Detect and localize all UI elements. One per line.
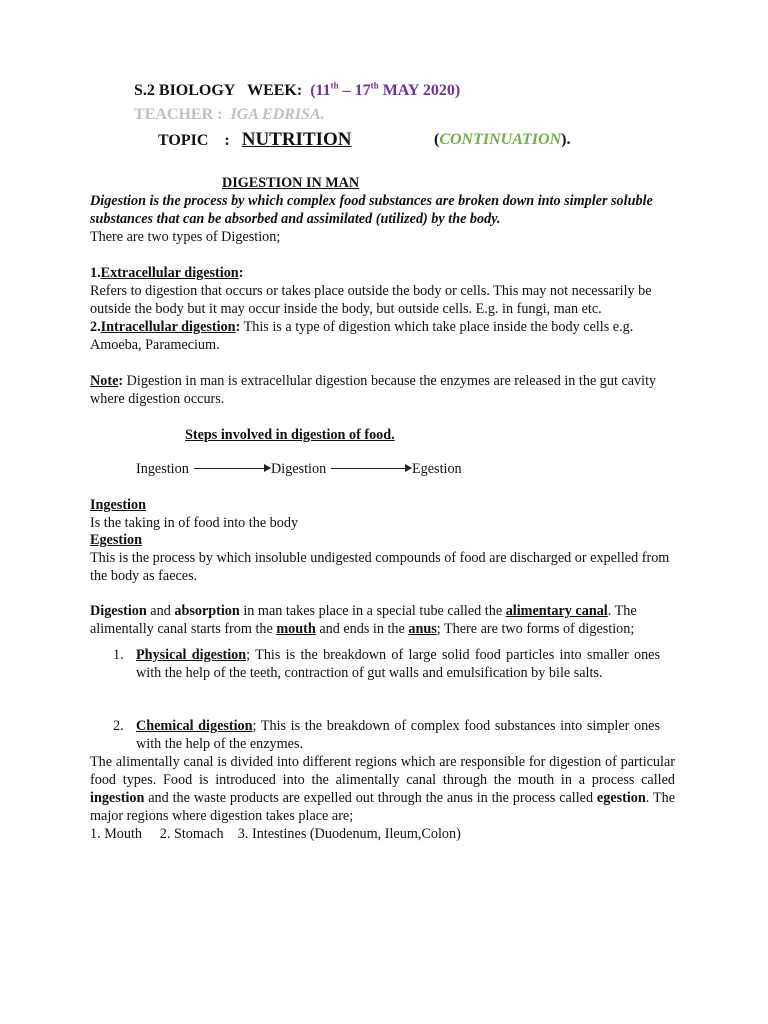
course-title: S.2 BIOLOGY: [134, 82, 236, 99]
note-paragraph: Note: Digestion in man is extracellular digestion because the enzymes are released in the gut cavity where digestion occurs.: [90, 373, 657, 407]
extracellular-text: Refers to digestion that occurs or takes place outside the body or cells. This may not necessarily be outside the body but it may occur inside the body, but outside cells. E.g. in fungi, man etc.: [90, 283, 652, 317]
egestion-heading: Egestion: [90, 532, 143, 548]
arrow-right-icon: [194, 468, 270, 469]
list-item-number: 2.: [113, 718, 124, 734]
week-range: (11th – 17th MAY 2020): [310, 80, 461, 99]
alimentary-paragraph: Digestion and absorption in man takes place in a special tube called the alimentary canal. The alimentally canal starts from the mouth and ends in the anus; There are two forms of digestion;: [90, 603, 637, 637]
regions-list: 1. Mouth 2. Stomach 3. Intestines (Duodenum, Ileum,Colon): [90, 826, 461, 842]
step-digestion: Digestion: [271, 461, 327, 477]
steps-title: Steps involved in digestion of food.: [185, 427, 395, 443]
arrow-right-icon: [331, 468, 411, 469]
types-intro: There are two types of Digestion;: [90, 229, 281, 245]
header-course-line: [134, 82, 460, 100]
topic-label: TOPIC: [158, 132, 209, 149]
topic-colon: :: [224, 132, 230, 149]
extracellular-heading: 1.Extracellular digestion:: [90, 265, 244, 281]
regions-paragraph: The alimentally canal is divided into different regions which are responsible for digestion of particular food types. Food is introduced into the alimentally canal through the mouth in a process called ingestion and the waste products are expelled out through the anus in the process called egestion. The major regions where digestion takes place are;: [90, 754, 675, 824]
intracellular-paragraph: 2.Intracellular digestion: This is a type of digestion which take place inside the body cells e.g. Amoeba, Paramecium.: [90, 319, 634, 353]
digestion-definition: Digestion is the process by which complex food substances are broken down into simpler soluble substances that can be absorbed and assimilated (utilized) by the body.: [90, 193, 653, 227]
week-label: WEEK:: [247, 82, 303, 99]
list-item-chemical-digestion: Chemical digestion; This is the breakdown of complex food substances into simpler ones with the help of the enzymes.: [136, 718, 661, 752]
step-ingestion: Ingestion: [136, 461, 189, 477]
list-item-physical-digestion: Physical digestion; This is the breakdown of large solid food particles into smaller ones with the help of the teeth, contraction of gut walls and emulsification by bile salts.: [136, 647, 660, 681]
section-title: DIGESTION IN MAN: [222, 175, 360, 191]
teacher-name: IGA EDRISA.: [230, 106, 325, 123]
topic-line: [158, 131, 352, 150]
list-item-number: 1.: [113, 647, 124, 663]
teacher-line: [134, 106, 325, 124]
egestion-text: This is the process by which insoluble undigested compounds of food are discharged or expelled from the body as faeces.: [90, 550, 670, 584]
ingestion-heading: Ingestion: [90, 497, 146, 513]
continuation-note: (CONTINUATION).: [434, 131, 571, 148]
ingestion-text: Is the taking in of food into the body: [90, 515, 299, 531]
continuation-word: CONTINUATION: [439, 131, 562, 148]
teacher-label: TEACHER :: [134, 106, 223, 123]
step-egestion: Egestion: [412, 461, 462, 477]
topic-title: NUTRITION: [241, 129, 352, 150]
